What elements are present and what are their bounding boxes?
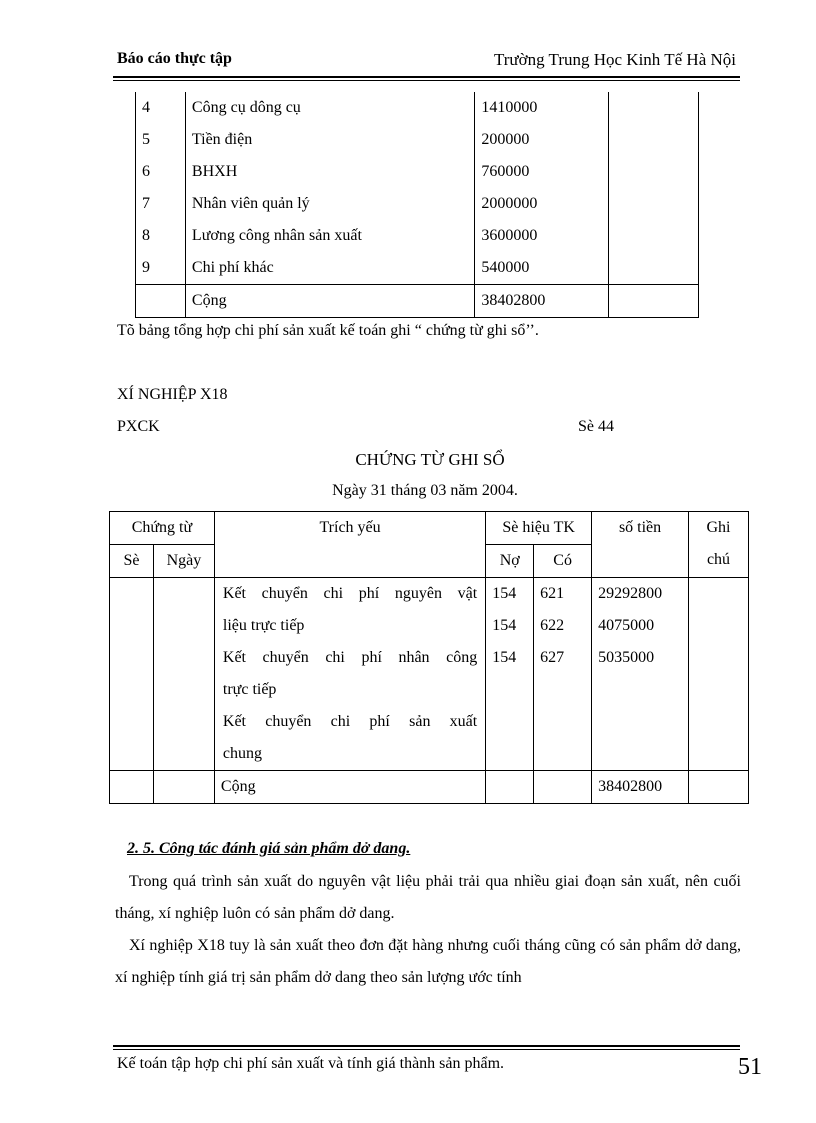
col-so-tien: số tiền	[592, 512, 689, 578]
ghi-chu-line-2: chú	[706, 551, 731, 568]
table-row	[136, 252, 699, 285]
voucher-number: Sè 44	[578, 418, 614, 435]
row-amount: 3600000	[475, 220, 609, 252]
header-rule	[113, 76, 740, 78]
trich-yeu-line: trực tiếp	[222, 681, 277, 698]
row-note	[609, 156, 699, 188]
table-row	[136, 220, 699, 252]
trich-yeu-line: Kết chuyển chi phí nguyên vật	[222, 585, 478, 602]
total-label: Cộng	[185, 285, 474, 318]
total-no	[486, 771, 534, 804]
trich-yeu-line: Kết chuyển chi phí sản xuất	[222, 713, 478, 730]
row-number: 6	[136, 156, 186, 188]
voucher-total-label: Cộng	[214, 771, 485, 804]
col-so: Sè	[110, 545, 154, 578]
row-number: 9	[136, 252, 186, 285]
page-number: 51	[738, 1054, 762, 1080]
row-amount: 760000	[475, 156, 609, 188]
cell-co	[534, 578, 592, 771]
row-amount: 200000	[475, 124, 609, 156]
row-number: 7	[136, 188, 186, 220]
transition-note: Tõ bảng tổng hợp chi phí sản xuất kế toán ghi “ chứng từ ghi sổ’’.	[117, 322, 539, 339]
footer-rule	[113, 1045, 740, 1047]
table-row	[136, 188, 699, 220]
row-note	[609, 124, 699, 156]
row-amount: 1410000	[475, 92, 609, 124]
co-account: 622	[540, 617, 565, 634]
header-row-1	[110, 512, 749, 545]
row-item: Lương công nhân sản xuất	[185, 220, 474, 252]
col-ghi-chu	[689, 512, 749, 578]
organization-name: XÍ NGHIỆP X18	[117, 386, 228, 403]
amount-value: 5035000	[598, 649, 655, 666]
col-chung-tu: Chứng từ	[110, 512, 215, 545]
col-trich-yeu: Trích yếu	[214, 512, 485, 578]
header-right-title: Trường Trung Học Kinh Tế Hà Nội	[493, 50, 736, 69]
row-note	[609, 252, 699, 285]
total-ghi-chu	[689, 771, 749, 804]
amount-value: 29292800	[598, 585, 663, 602]
unit-name: PXCK	[117, 418, 160, 435]
voucher-body-row	[110, 578, 749, 771]
voucher-title: CHỨNG TỪ GHI SỔ	[355, 450, 505, 469]
row-item: BHXH	[185, 156, 474, 188]
cell-no	[486, 578, 534, 771]
trich-yeu-line: Kết chuyển chi phí nhân công	[222, 649, 478, 666]
total-ngay	[153, 771, 214, 804]
total-note	[609, 285, 699, 318]
amount-value: 4075000	[598, 617, 655, 634]
ghi-chu-line-1: Ghi	[706, 519, 731, 536]
row-item: Tiền điện	[185, 124, 474, 156]
footer-text: Kế toán tập hợp chi phí sản xuất và tính giá thành sản phẩm.	[117, 1055, 505, 1072]
total-co	[534, 771, 592, 804]
cell-ngay	[153, 578, 214, 771]
footer-rule-thin	[113, 1049, 740, 1050]
row-item: Công cụ dông cụ	[185, 92, 474, 124]
col-so-hieu-tk: Sè hiệu TK	[486, 512, 592, 545]
row-note	[609, 92, 699, 124]
row-note	[609, 220, 699, 252]
col-no: Nợ	[486, 545, 534, 578]
row-number: 5	[136, 124, 186, 156]
cell-ghi-chu	[689, 578, 749, 771]
co-account: 627	[540, 649, 565, 666]
paragraph: Xí nghiệp X18 tuy là sản xuất theo đơn đặt hàng nhưng cuối tháng cũng có sản phẩm dở dang, xí nghiệp tính giá trị sản phẩm dở dang theo sản lượng ước tính	[115, 937, 741, 986]
row-number: 8	[136, 220, 186, 252]
co-account: 621	[540, 585, 565, 602]
header-rule-thin	[113, 80, 740, 81]
trich-yeu-line: liệu trực tiếp	[222, 617, 305, 634]
table-row	[136, 124, 699, 156]
voucher-total-amount: 38402800	[592, 771, 689, 804]
trich-yeu-line: chung	[222, 745, 262, 762]
col-ngay: Ngày	[153, 545, 214, 578]
no-account: 154	[492, 617, 517, 634]
no-account: 154	[492, 585, 517, 602]
row-amount: 540000	[475, 252, 609, 285]
no-account: 154	[492, 649, 517, 666]
total-so	[110, 771, 154, 804]
row-number: 4	[136, 92, 186, 124]
header-left-title: Báo cáo thực tập	[117, 50, 232, 67]
cost-summary-table	[135, 92, 699, 318]
cell-so	[110, 578, 154, 771]
cell-trich-yeu	[214, 578, 485, 771]
cell-so-tien	[592, 578, 689, 771]
row-note	[609, 188, 699, 220]
voucher-date: Ngày 31 tháng 03 năm 2004.	[332, 482, 518, 499]
row-amount: 2000000	[475, 188, 609, 220]
total-number	[136, 285, 186, 318]
voucher-total-row	[110, 771, 749, 804]
row-item: Nhân viên quản lý	[185, 188, 474, 220]
table-row	[136, 92, 699, 124]
voucher-table	[109, 511, 749, 804]
total-amount: 38402800	[475, 285, 609, 318]
total-row	[136, 285, 699, 318]
row-item: Chi phí khác	[185, 252, 474, 285]
paragraph: Trong quá trình sản xuất do nguyên vật liệu phải trải qua nhiều giai đoạn sản xuất, nên cuối tháng, xí nghiệp luôn có sản phẩm dở dang.	[115, 873, 741, 922]
col-co: Có	[534, 545, 592, 578]
section-heading: 2. 5. Công tác đánh giá sản phẩm dở dang.	[127, 840, 411, 857]
table-row	[136, 156, 699, 188]
